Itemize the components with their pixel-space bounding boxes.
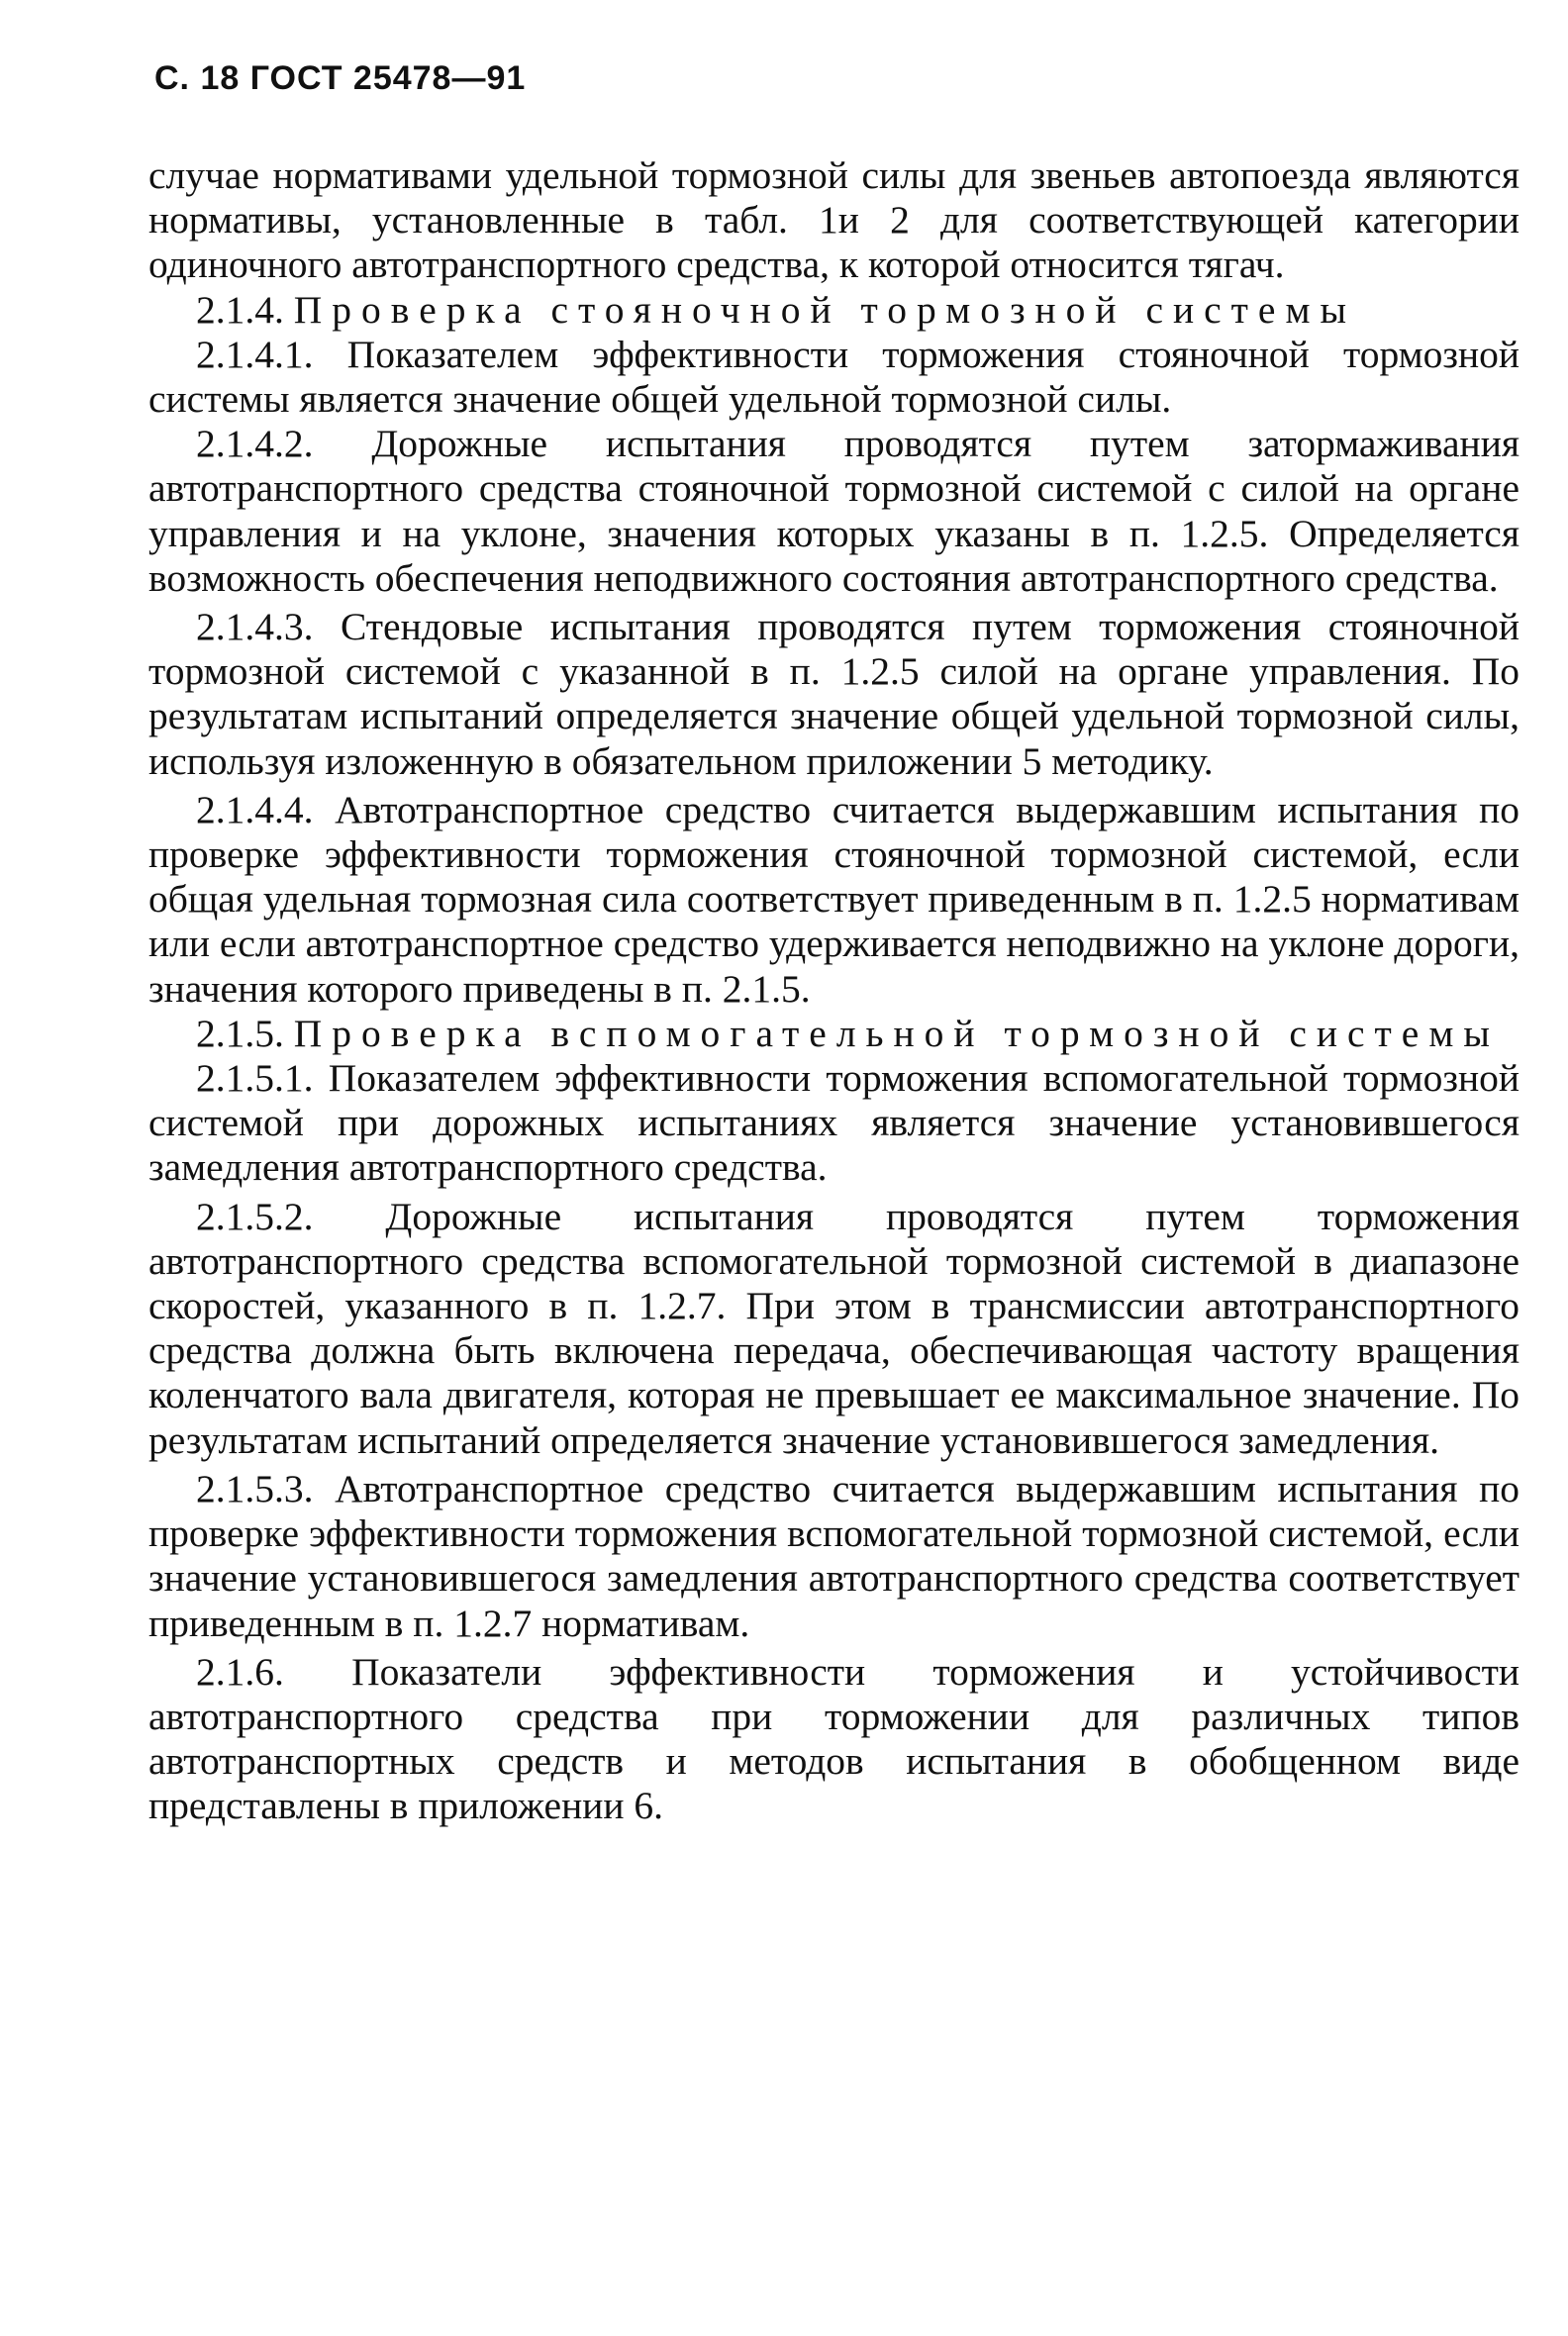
paragraph-2-1-6: 2.1.6. Показатели эффективности торможения и устойчивости автотранспортного средства при торможении для различных типов автотранспортных средств и методов испытания в обобщенном виде представлены в приложении 6. [148, 1649, 1519, 1828]
paragraph-2-1-5-1: 2.1.5.1. Показателем эффективности торможения вспомогательной тормозной системой при дорожных испытаниях является значение установившегося замедления автотранспортного средства. [148, 1056, 1519, 1190]
paragraph-continuation: случае нормативами удельной тормозной силы для звеньев автопоезда являются нормативы, установленные в табл. 1и 2 для соответствующей категории одиночного автотранспортного средства, к которой относится тягач. [148, 153, 1519, 287]
paragraph-2-1-4-4: 2.1.4.4. Автотранспортное средство считается выдержавшим испытания по проверке эффективности торможения стояночной тормозной системой, если общая удельная тормозная сила соответствует приведенным в п. 1.2.5 нормативам или если автотранспортное средство удерживается неподвижно на уклоне дороги, значения которого приведены в п. 2.1.5. [148, 787, 1519, 1011]
paragraph-2-1-5-2: 2.1.5.2. Дорожные испытания проводятся путем торможения автотранспортного средства вспомогательной тормозной системой в диапазоне скоростей, указанного в п. 1.2.7. При этом в трансмиссии автотранспортного средства должна быть включена передача, обеспечивающая частоту вращения коленчатого вала двигателя, которая не превышает ее максимальное значение. По результатам испытаний определяется значение установившегося замедления. [148, 1194, 1519, 1462]
paragraph-2-1-4-2: 2.1.4.2. Дорожные испытания проводятся путем затормаживания автотранспортного средства стояночной тормозной системой с силой на органе управления и на уклоне, значения которых указаны в п. 1.2.5. Определяется возможность обеспечения неподвижного состояния автотранспортного средства. [148, 422, 1519, 600]
section-title: Проверка вспомогательной тормозной системы [293, 1011, 1500, 1055]
document-page [148, 59, 1519, 1829]
paragraph-2-1-5-3: 2.1.5.3. Автотранспортное средство считается выдержавшим испытания по проверке эффективности торможения вспомогательной тормозной системой, если значение установившегося замедления автотранспортного средства соответствует приведенным в п. 1.2.7 нормативам. [148, 1466, 1519, 1645]
section-heading-2-1-4 [148, 288, 1519, 333]
section-number: 2.1.4. [196, 287, 284, 332]
section-title: Проверка стояночной тормозной системы [293, 287, 1356, 332]
paragraph-2-1-4-3: 2.1.4.3. Стендовые испытания проводятся путем торможения стояночной тормозной системой с указанной в п. 1.2.5 силой на органе управления. По результатам испытаний определяется значение общей удельной тормозной силы, используя изложенную в обязательном приложении 5 методику. [148, 605, 1519, 783]
section-heading-2-1-5 [148, 1012, 1519, 1056]
section-number: 2.1.5. [196, 1011, 284, 1055]
running-head: С. 18 ГОСТ 25478—91 [154, 59, 527, 97]
paragraph-2-1-4-1: 2.1.4.1. Показателем эффективности торможения стояночной тормозной системы является значение общей удельной тормозной силы. [148, 332, 1519, 422]
body-text [148, 153, 1519, 1829]
